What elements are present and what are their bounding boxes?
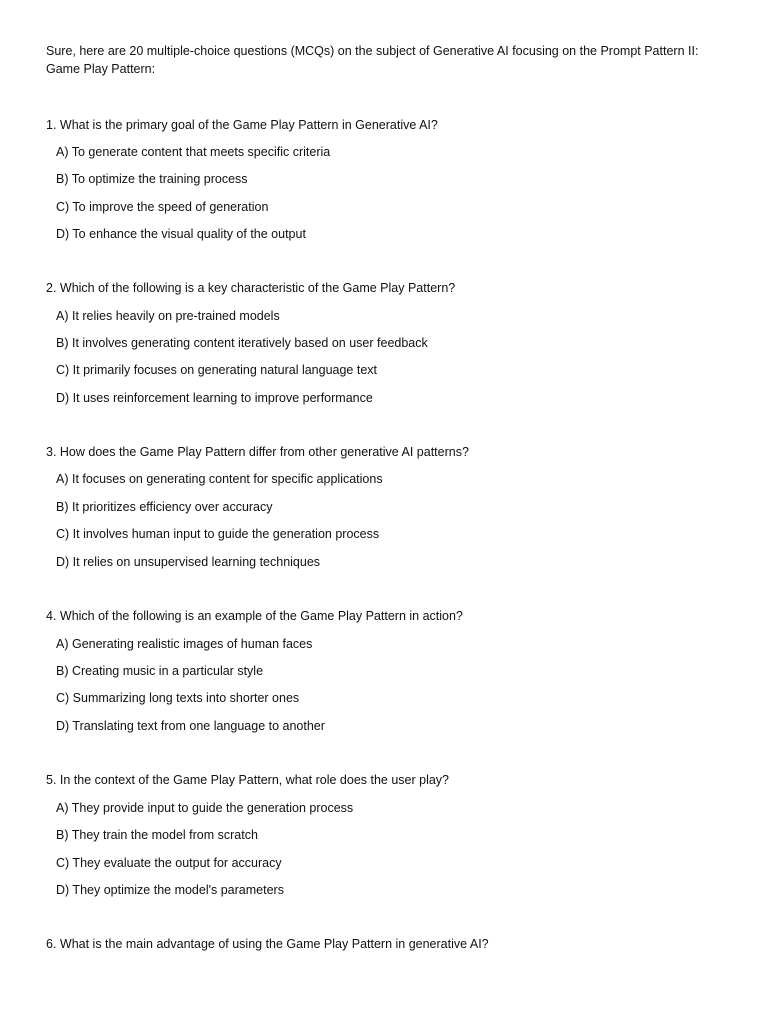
question-4-option-a: A) Generating realistic images of human faces	[56, 637, 313, 651]
question-5-option-c: C) They evaluate the output for accuracy	[56, 856, 282, 870]
question-1-option-a: A) To generate content that meets specific criteria	[56, 145, 331, 159]
question-4: 4. Which of the following is an example of the Game Play Pattern in action?	[46, 609, 463, 623]
question-5-option-a: A) They provide input to guide the generation process	[56, 801, 354, 815]
question-3-option-d: D) It relies on unsupervised learning techniques	[56, 555, 321, 569]
question-2: 2. Which of the following is a key characteristic of the Game Play Pattern?	[46, 281, 456, 295]
question-6: 6. What is the main advantage of using the Game Play Pattern in generative AI?	[46, 937, 489, 951]
question-1-option-b: B) To optimize the training process	[56, 172, 248, 186]
question-2-option-d: D) It uses reinforcement learning to improve performance	[56, 391, 373, 405]
question-3-option-c: C) It involves human input to guide the generation process	[56, 527, 380, 541]
question-5: 5. In the context of the Game Play Pattern, what role does the user play?	[46, 773, 450, 787]
question-2-option-b: B) It involves generating content iteratively based on user feedback	[56, 336, 428, 350]
intro-paragraph: Sure, here are 20 multiple-choice questions (MCQs) on the subject of Generative AI focusing on the Prompt Pattern II: Game Play Pattern:	[46, 44, 699, 76]
question-1-option-d: D) To enhance the visual quality of the output	[56, 227, 306, 241]
question-3-option-a: A) It focuses on generating content for specific applications	[56, 472, 383, 486]
question-4-option-d: D) Translating text from one language to another	[56, 719, 325, 733]
question-1: 1. What is the primary goal of the Game Play Pattern in Generative AI?	[46, 118, 438, 132]
question-4-option-b: B) Creating music in a particular style	[56, 664, 264, 678]
question-5-option-d: D) They optimize the model's parameters	[56, 883, 284, 897]
question-5-option-b: B) They train the model from scratch	[56, 828, 258, 842]
question-2-option-a: A) It relies heavily on pre-trained models	[56, 309, 280, 323]
question-4-option-c: C) Summarizing long texts into shorter ones	[56, 691, 300, 705]
question-3-option-b: B) It prioritizes efficiency over accuracy	[56, 500, 273, 514]
question-3: 3. How does the Game Play Pattern differ from other generative AI patterns?	[46, 445, 469, 459]
question-1-option-c: C) To improve the speed of generation	[56, 200, 269, 214]
question-2-option-c: C) It primarily focuses on generating natural language text	[56, 363, 378, 377]
